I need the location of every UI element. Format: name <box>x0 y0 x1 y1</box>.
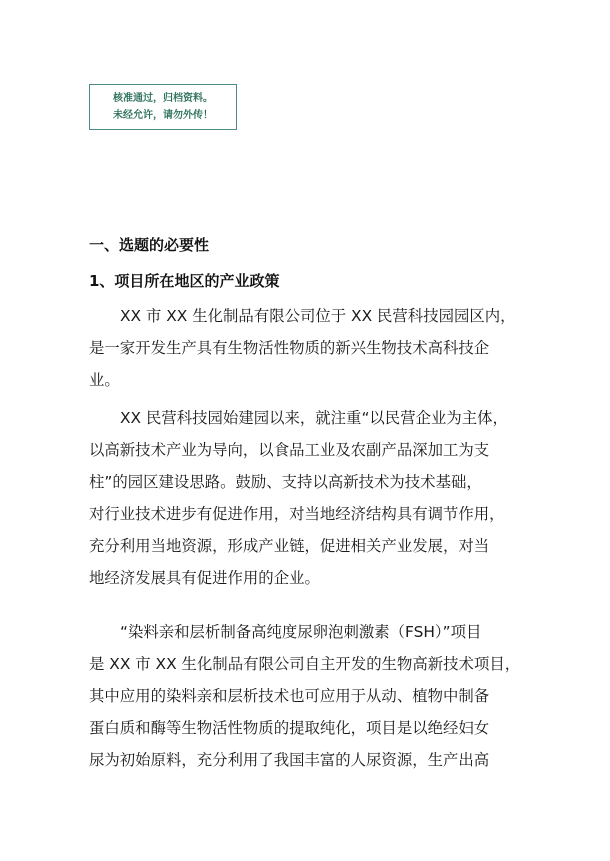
subsection-heading: 1、项目所在地区的产业政策 <box>89 272 280 290</box>
paragraph-line: 蛋白质和酶等生物活性物质的提取纯化，项目是以绝经妇女 <box>89 719 490 737</box>
paragraph-line: 其中应用的染料亲和层析技术也可应用于从动、植物中制备 <box>89 687 490 705</box>
paragraph-line: 地经济发展具有促进作用的企业。 <box>89 569 320 587</box>
paragraph-1 <box>89 300 529 396</box>
paragraph-line: 业。 <box>89 371 120 389</box>
section-heading: 一、选题的必要性 <box>89 236 210 254</box>
notice-line-2: 未经允许，请勿外传！ <box>113 110 213 121</box>
paragraph-line: 是一家开发生产具有生物活性物质的新兴生物技术高科技企 <box>89 339 490 357</box>
paragraph-line: 以高新技术产业为导向，以食品工业及农副产品深加工为支 <box>89 441 490 459</box>
paragraph-line: 尿为初始原料，充分利用了我国丰富的人尿资源，生产出高 <box>89 751 490 769</box>
paragraph-3 <box>89 616 529 776</box>
notice-line-1: 核准通过，归档资料。 <box>113 93 213 104</box>
paragraph-line: 是 XX 市 XX 生化制品有限公司自主开发的生物高新技术项目， <box>89 655 521 673</box>
paragraph-line: 充分利用当地资源，形成产业链，促进相关产业发展，对当 <box>89 537 490 555</box>
archive-notice-box <box>89 84 237 130</box>
paragraph-line: 对行业技术进步有促进作用，对当地经济结构具有调节作用， <box>89 505 505 523</box>
paragraph-line: “染料亲和层析制备高纯度尿卵泡刺激素（FSH）”项目 <box>120 623 482 641</box>
paragraph-line: XX 市 XX 生化制品有限公司位于 XX 民营科技园园区内， <box>120 307 516 325</box>
paragraph-2 <box>89 402 529 594</box>
paragraph-line: XX 民营科技园始建园以来，就注重“以民营企业为主体， <box>120 409 508 427</box>
paragraph-line: 柱”的园区建设思路。鼓励、支持以高新技术为技术基础， <box>89 473 482 491</box>
